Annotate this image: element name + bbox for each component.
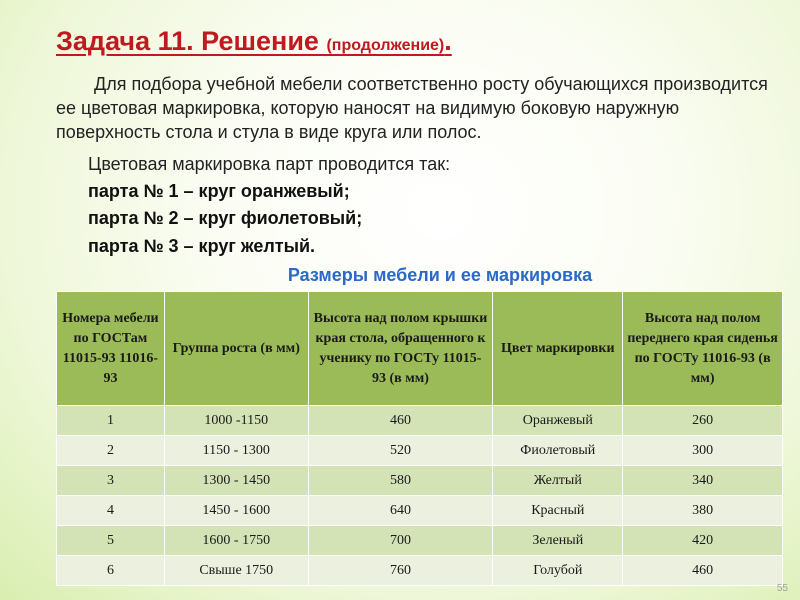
cell-marking-color: Фиолетовый xyxy=(493,436,623,466)
cell-height-group: 1150 - 1300 xyxy=(164,436,308,466)
title-subtitle: (продолжение) xyxy=(326,37,445,54)
cell-height-group: 1000 -1150 xyxy=(164,406,308,436)
cell-seat-height: 380 xyxy=(623,496,783,526)
desk-line-1: парта № 1 – круг оранжевый; xyxy=(88,181,350,201)
table-row xyxy=(57,556,783,586)
header-table-height: Высота над полом крышки края стола, обращенного к ученику по ГОСТу 11015-93 (в мм) xyxy=(308,292,493,406)
cell-table-height: 700 xyxy=(308,526,493,556)
cell-furniture-number: 2 xyxy=(57,436,165,466)
cell-table-height: 460 xyxy=(308,406,493,436)
header-height-group: Группа роста (в мм) xyxy=(164,292,308,406)
cell-table-height: 580 xyxy=(308,466,493,496)
table-row xyxy=(57,496,783,526)
cell-height-group: 1450 - 1600 xyxy=(164,496,308,526)
desk-line-3: парта № 3 – круг желтый. xyxy=(88,236,316,256)
title-main: Задача 11. Решение xyxy=(56,26,319,56)
intro-paragraph: Для подбора учебной мебели соответственно росту обучающихся производится ее цветовая маркировка, которую наносят на видимую боковую наружную поверхность стола и стула в виде круга или полос. xyxy=(56,74,768,142)
cell-seat-height: 460 xyxy=(623,556,783,586)
cell-marking-color: Зеленый xyxy=(493,526,623,556)
cell-seat-height: 300 xyxy=(623,436,783,466)
cell-seat-height: 420 xyxy=(623,526,783,556)
slide-number: 55 xyxy=(776,583,788,594)
furniture-size-table xyxy=(56,291,783,586)
cell-furniture-number: 5 xyxy=(57,526,165,556)
cell-table-height: 520 xyxy=(308,436,493,466)
table-caption: Размеры мебели и ее маркировка xyxy=(287,265,593,285)
table-row xyxy=(57,466,783,496)
cell-furniture-number: 1 xyxy=(57,406,165,436)
marking-intro: Цветовая маркировка парт проводится так: xyxy=(88,154,451,174)
cell-height-group: 1600 - 1750 xyxy=(164,526,308,556)
title-dot: . xyxy=(444,26,452,56)
table-row xyxy=(57,436,783,466)
page-title xyxy=(56,26,452,57)
table-row xyxy=(57,526,783,556)
table-row xyxy=(57,406,783,436)
header-seat-height: Высота над полом переднего края сиденья по ГОСТу 11016-93 (в мм) xyxy=(623,292,783,406)
cell-marking-color: Оранжевый xyxy=(493,406,623,436)
cell-table-height: 640 xyxy=(308,496,493,526)
header-furniture-number: Номера мебели по ГОСТам 11015-93 11016-93 xyxy=(57,292,165,406)
desk-line-2: парта № 2 – круг фиолетовый; xyxy=(88,208,363,228)
header-marking-color: Цвет маркировки xyxy=(493,292,623,406)
cell-furniture-number: 6 xyxy=(57,556,165,586)
cell-height-group: Свыше 1750 xyxy=(164,556,308,586)
cell-table-height: 760 xyxy=(308,556,493,586)
cell-marking-color: Голубой xyxy=(493,556,623,586)
cell-furniture-number: 4 xyxy=(57,496,165,526)
cell-furniture-number: 3 xyxy=(57,466,165,496)
table-header-row xyxy=(57,292,783,406)
cell-seat-height: 340 xyxy=(623,466,783,496)
cell-height-group: 1300 - 1450 xyxy=(164,466,308,496)
cell-seat-height: 260 xyxy=(623,406,783,436)
cell-marking-color: Желтый xyxy=(493,466,623,496)
cell-marking-color: Красный xyxy=(493,496,623,526)
